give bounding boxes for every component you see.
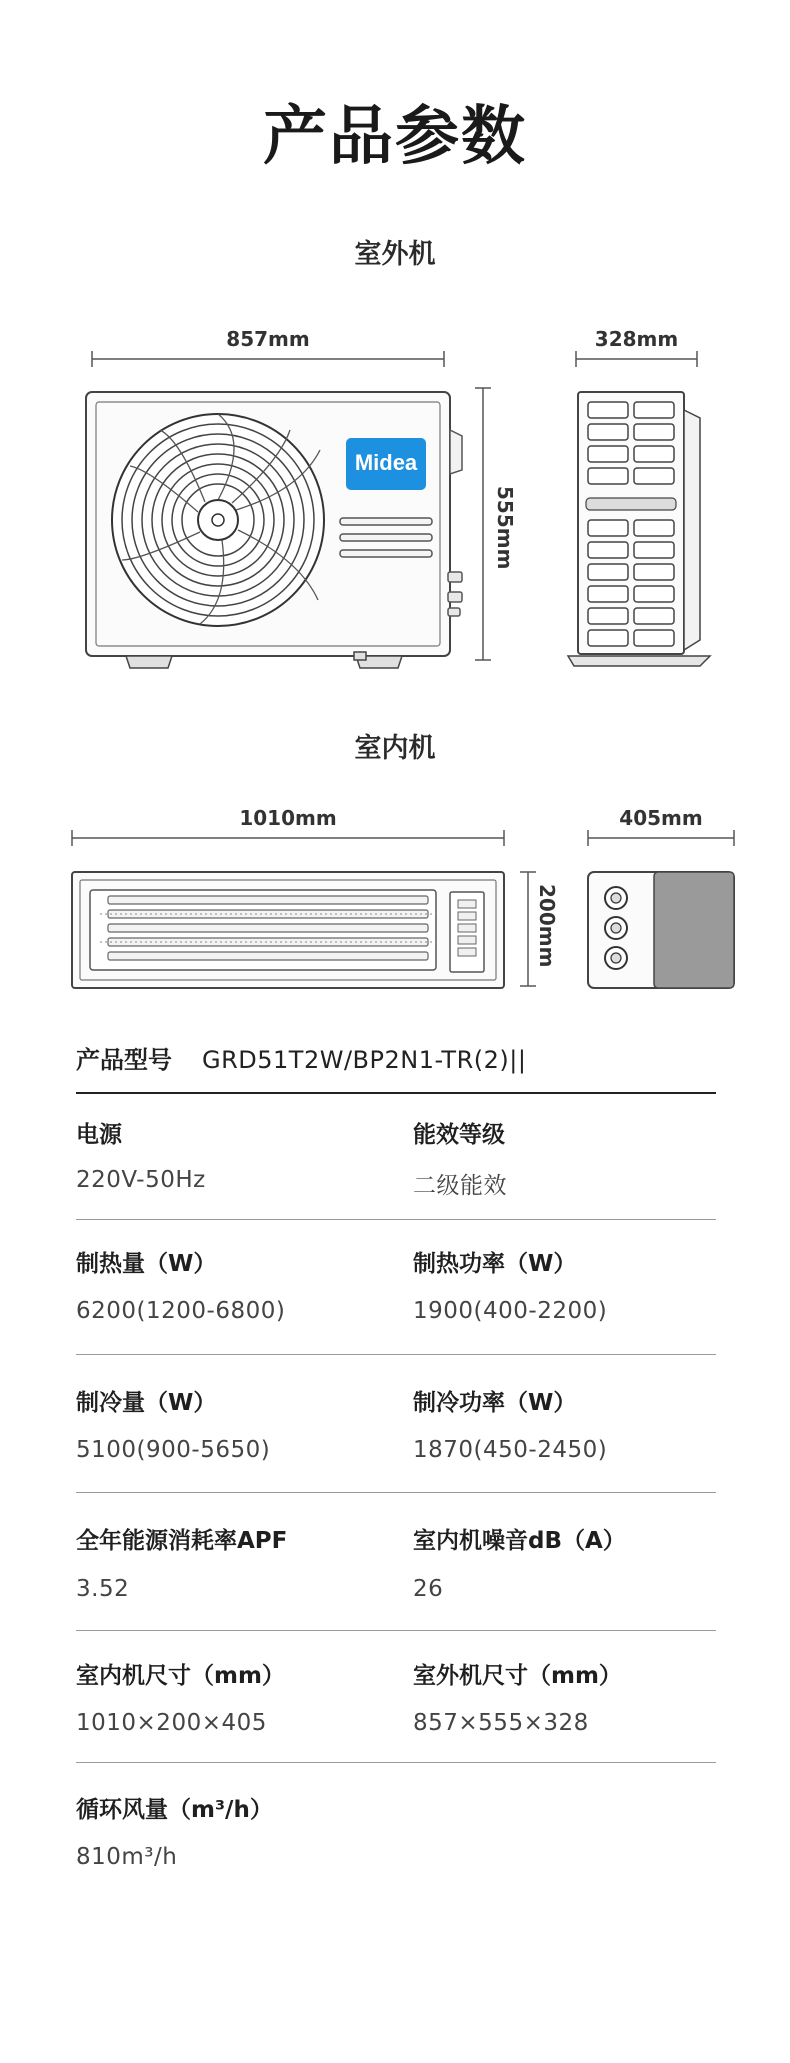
spec-label: 全年能源消耗率APF (76, 1528, 288, 1554)
page-title: 产品参数 (263, 100, 527, 174)
midea-logo: Midea (354, 450, 418, 475)
row-divider (76, 1492, 716, 1493)
row-divider (76, 1219, 716, 1220)
indoor-height-label: 200mm (535, 884, 559, 968)
spec-label: 室内机尺寸（mm） (76, 1663, 285, 1689)
spec-value: 26 (413, 1576, 444, 1602)
spec-value: 1900(400-2200) (413, 1298, 608, 1324)
spec-label: 循环风量（m³/h） (76, 1797, 273, 1823)
spec-value: 220V-50Hz (76, 1167, 206, 1193)
spec-value: 5100(900-5650) (76, 1437, 271, 1463)
outdoor-height-label: 555mm (493, 486, 517, 570)
indoor-height-dimension-line (520, 872, 536, 986)
spec-value: 810m³/h (76, 1844, 178, 1870)
indoor-width-dimension-line (72, 830, 504, 846)
spec-value: 3.52 (76, 1576, 130, 1602)
outdoor-section-title: 室外机 (354, 239, 436, 270)
spec-label: 室外机尺寸（mm） (413, 1663, 622, 1689)
spec-value: 1010×200×405 (76, 1710, 267, 1736)
spec-label: 制冷功率（W） (413, 1390, 577, 1416)
row-divider (76, 1354, 716, 1355)
indoor-depth-dimension-line (588, 830, 734, 846)
spec-value: 1870(450-2450) (413, 1437, 608, 1463)
spec-label: 能效等级 (413, 1122, 505, 1148)
row-divider (76, 1630, 716, 1631)
model-row (76, 1040, 716, 1080)
indoor-width-label: 1010mm (239, 806, 337, 830)
outdoor-width-label: 857mm (226, 327, 310, 351)
spec-label: 制冷量（W） (76, 1390, 217, 1416)
spec-value: 6200(1200-6800) (76, 1298, 286, 1324)
indoor-drawings (0, 0, 790, 1000)
spec-label: 制热量（W） (76, 1251, 217, 1277)
indoor-front-view (72, 872, 504, 988)
spec-label: 制热功率（W） (413, 1251, 577, 1277)
indoor-side-view (588, 872, 734, 988)
outdoor-depth-label: 328mm (594, 327, 679, 351)
model-value: GRD51T2W/BP2N1-TR(2)|| (202, 1046, 527, 1074)
indoor-depth-label: 405mm (619, 806, 703, 830)
spec-label: 电源 (76, 1122, 122, 1148)
spec-value: 857×555×328 (413, 1710, 589, 1736)
indoor-section-title: 室内机 (354, 733, 436, 764)
model-divider (76, 1092, 716, 1094)
model-label: 产品型号 (76, 1046, 172, 1074)
spec-label: 室内机噪音dB（A） (413, 1528, 626, 1554)
spec-value: 二级能效 (413, 1173, 507, 1199)
row-divider (76, 1762, 716, 1763)
